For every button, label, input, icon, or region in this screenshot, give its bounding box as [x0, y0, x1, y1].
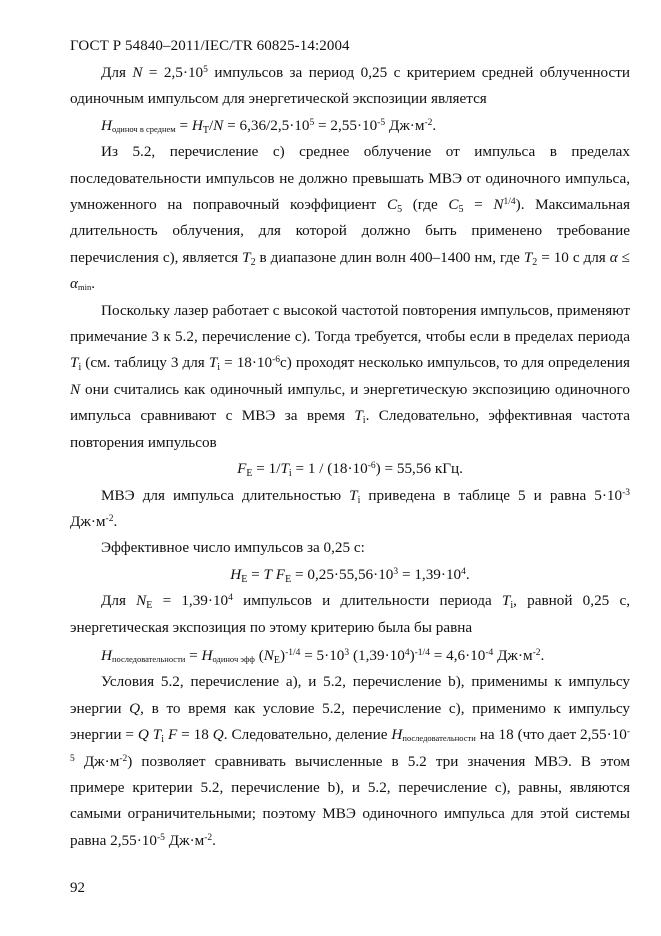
paragraph-6: Для $N_E = 1,39\cdot 10^4$ импульсов и длительности периода $T_i$, равной 0,25 с, энергетическая экспозиция по этому критерию была бы равна [70, 592, 630, 636]
formula-effective-frequency: $F_E = 1/T_i = 1 / (18\cdot 10^{-6}) = 55,56$ кГц. [237, 460, 463, 480]
paragraph-7: Условия 5.2, перечисление а), и 5.2, перечисление b), применимы к импульсу энергии Q, в то время как условие 5.2, перечисление с), применимо к импульсу энергии = Q $T_i$ F = 18 Q. Следовательно, деление $H_{последовательности}$ на 18 (что дает $2,55\cdot 10^{-5}$ $Дж\cdot м^{-2}$) позволяет сравнивать вычисленные в 5.2 три значения МВЭ. В этом примере критерии 5.2, перечисление b), и 5.2, перечисление с), равны, являются самыми ограничительными; поэтому МВЭ одиночного импульса для этой системы равна $2,55\cdot 10^{-5}$ $Дж\cdot м^{-2}$. [70, 673, 631, 849]
paragraph-4: МВЭ для импульса длительностью $T_i$ приведена в таблице 5 и равна $5\cdot 10^{-3}$ $Дж\cdot м^{-2}$. [70, 486, 631, 530]
paragraph-2: Из 5.2, перечисление с) среднее облучение от импульса в пределах последовательности импульсов не должно превышать МВЭ от одиночного импульса, умноженного на поправочный коэффициент $C_5$ (где $C_5 = N^{1/4}$). Максимальная длительность облучения, для которой должно быть применено требование перечисления с), является $T_2$ в диапазоне длин волн 400–1400 нм, где $T_2 = 10$ с для $\alpha \le \alpha_{min}$. [70, 143, 630, 293]
document-body [70, 60, 630, 854]
paragraph-3: Поскольку лазер работает с высокой частотой повторения импульсов, применяют примечание 3 к 5.2, перечисление с). Тогда требуется, чтобы если в пределах периода $T_i$ (см. таблицу 3 для $T_i = 18\cdot 10^{-6}с$) проходят несколько импульсов, то для определения N они считались как одиночный импульс, и энергетическую экспозицию одиночного импульса сравнивают с МВЭ за время $T_i$. Следовательно, эффективная частота повторения импульсов [70, 301, 630, 451]
paragraph-1: Для $N = 2,5\cdot 10^5$ импульсов за период 0,25 с критерием средней облученности одиночным импульсом для энергетической экспозиции является [70, 64, 631, 108]
document-header: ГОСТ Р 54840–2011/IEC/TR 60825-14:2004 [70, 38, 350, 54]
formula-h-single-average: $H_{одиноч в среднем} = H_T/N = 6,36/2,5\cdot 10^5 = 2,55\cdot 10^{-5}$ $Дж\cdot м^{-2}$. [101, 116, 437, 136]
paragraph-5: Эффективное число импульсов за 0,25 с: [101, 539, 365, 557]
formula-effective-pulses: $H_E = T$ $F_E = 0,25\cdot 55,56\cdot 10^3 = 1,39\cdot 10^4$. [230, 565, 470, 585]
page-number: 92 [70, 880, 85, 896]
formula-h-sequence: $H_{последовательности} = H_{одиноч эфф}$ $(N_E)^{-1/4} = 5\cdot 10^3$ $(1,39\cdot 10^4)^{-1/4} = 4,6\cdot 10^{-4}$ $Дж\cdot м^{-2}$. [101, 646, 545, 666]
